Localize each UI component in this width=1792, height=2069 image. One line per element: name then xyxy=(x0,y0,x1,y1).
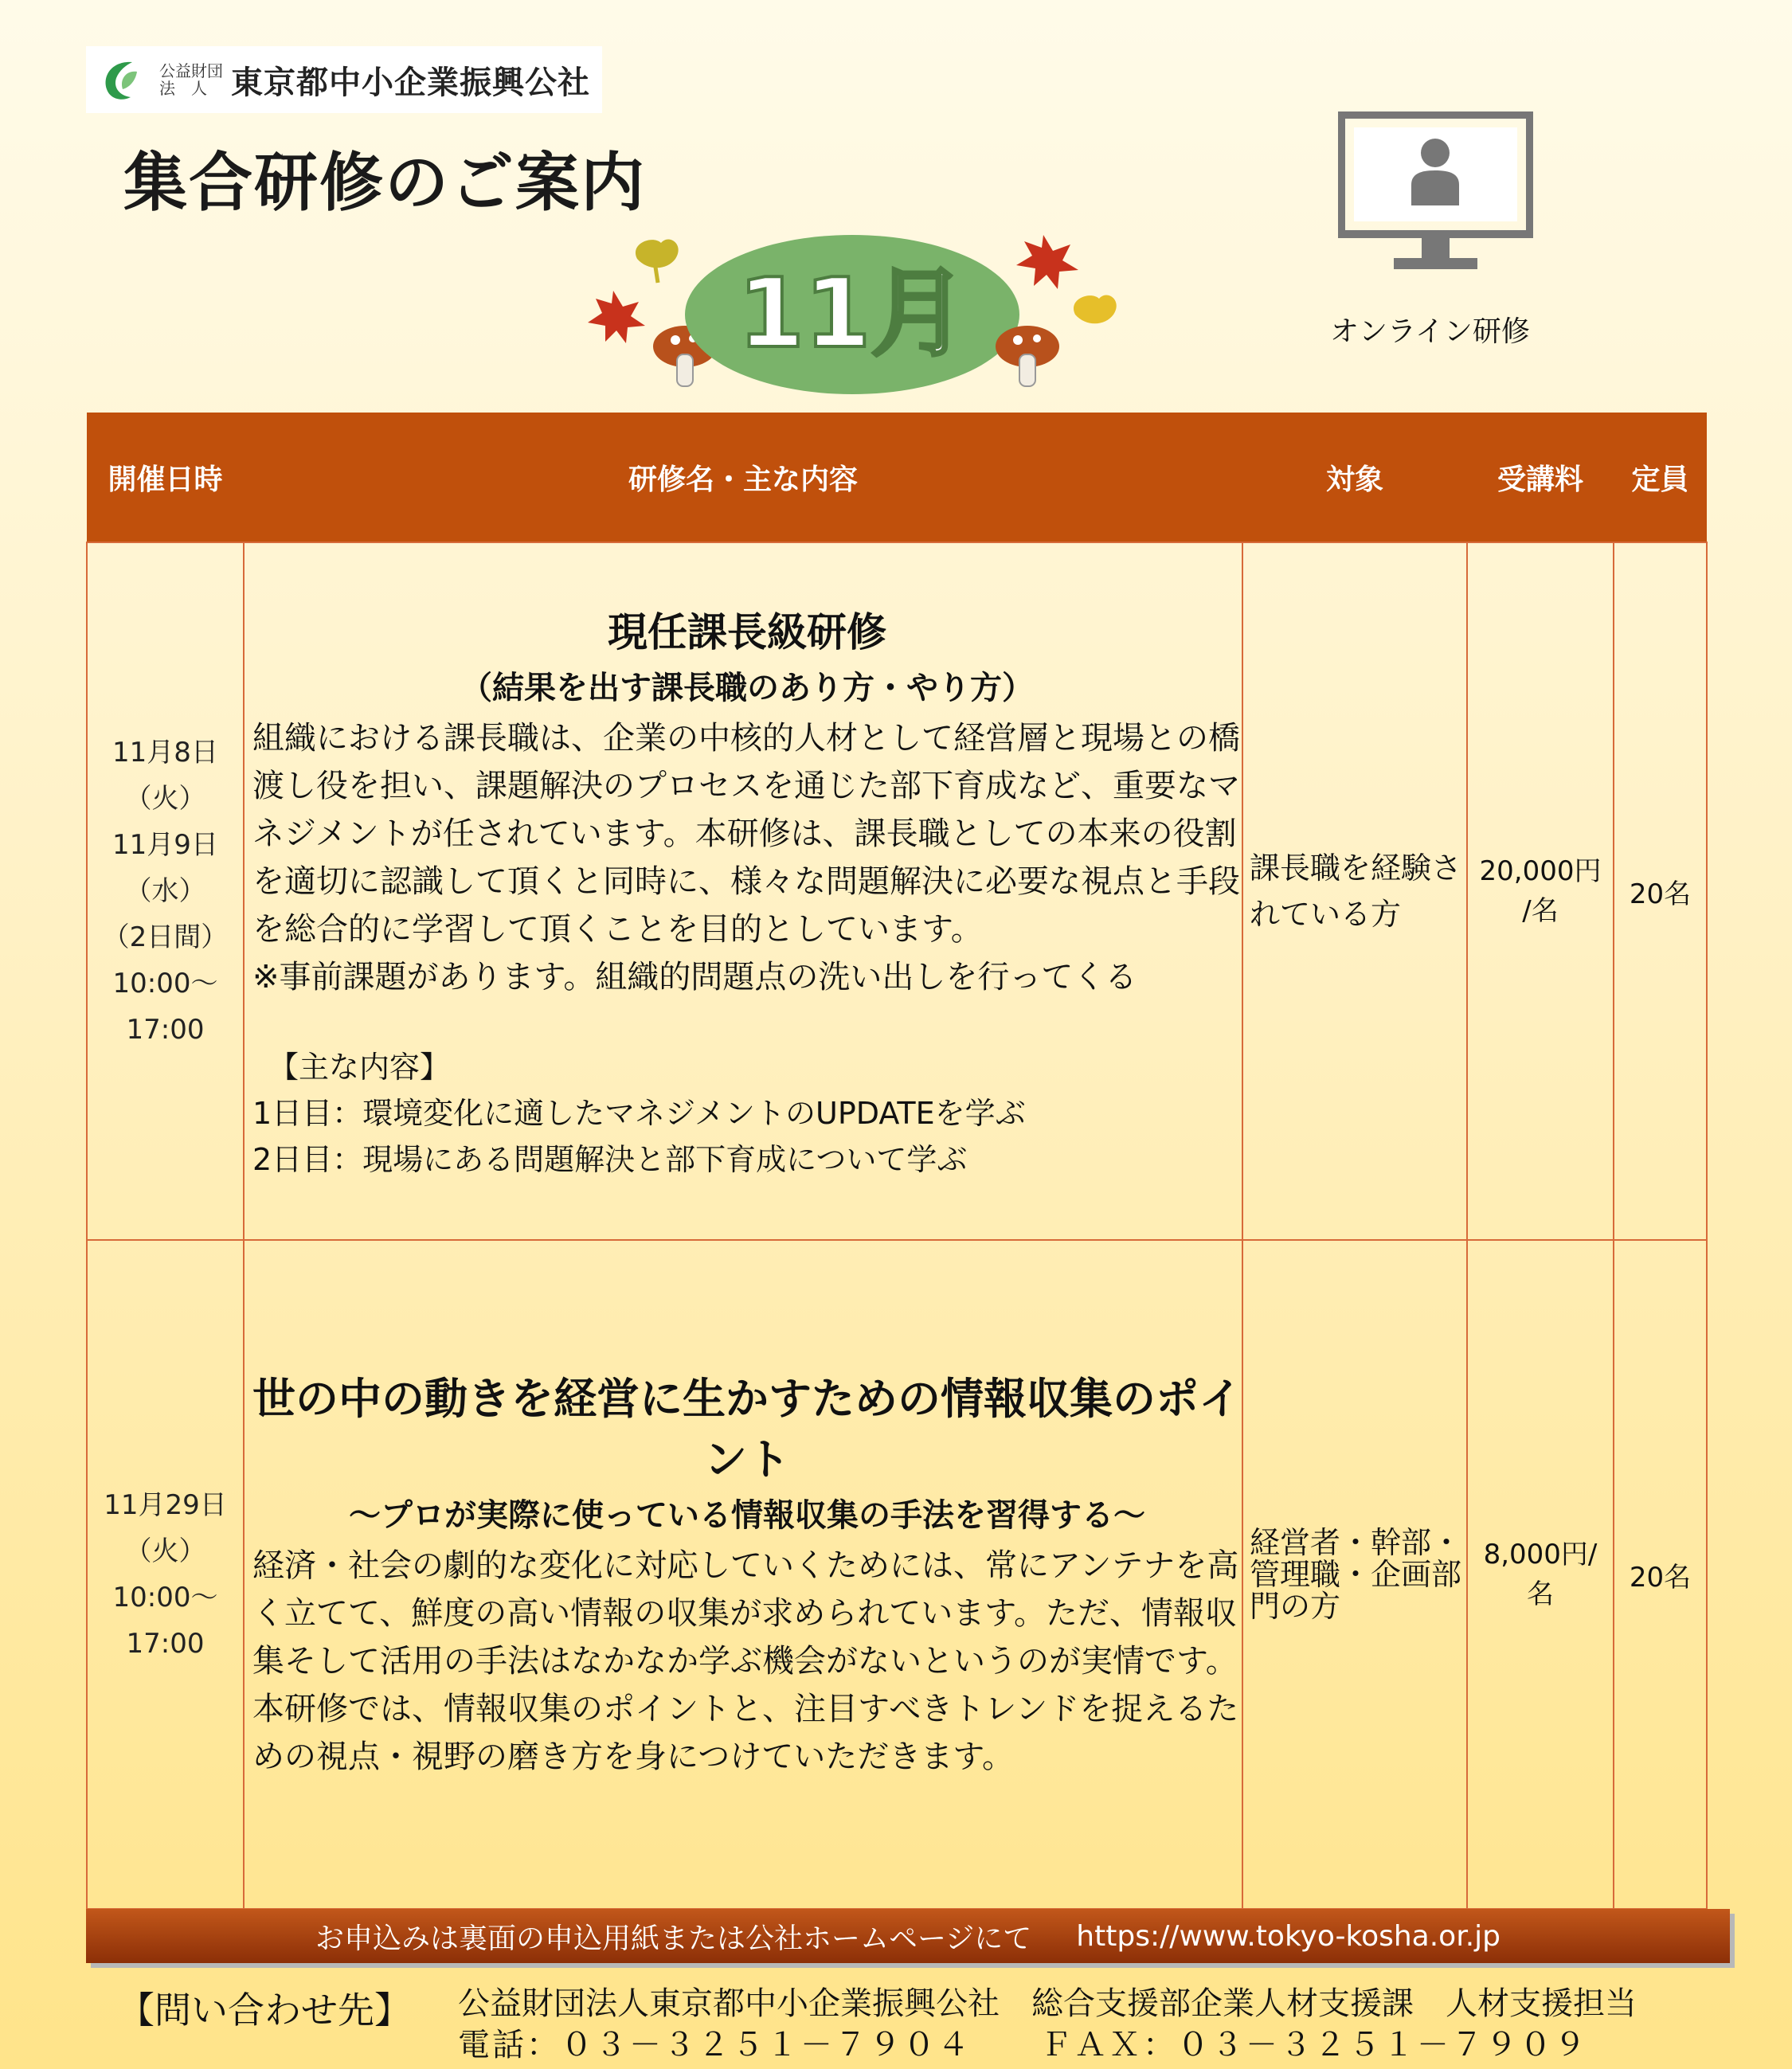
logo-small-bottom: 法 人 xyxy=(159,79,207,98)
contact-organization: 公益財団法人東京都中小企業振興公社 総合支援部企業人材支援課 人材支援担当 xyxy=(458,1985,1637,2022)
schedule-table xyxy=(86,413,1708,1910)
date-cell xyxy=(87,542,244,1240)
fee-unit: 名 xyxy=(1527,1578,1554,1610)
maple-leaf-icon xyxy=(588,291,645,343)
course-description: 経済・社会の劇的な変化に対応していくためには、常にアンテナを高く立てて、鮮度の高い情報の収集が求められています。ただ、情報収集そして活用の手法はなかなか学ぶ機会がないというのが実情です。本研修では、情報収集のポイントと、注目すべきトレンドを捉えるための視点・視野の磨き方を身につけていただきます。 xyxy=(252,1547,1239,1775)
online-label: オンライン研修 xyxy=(1330,315,1530,348)
course-cell xyxy=(244,1240,1242,1909)
fee-amount: 20,000円 xyxy=(1479,855,1602,887)
course-title: 世の中の動きを経営に生かすための情報収集のポイント xyxy=(252,1373,1242,1484)
logo-name: 東京都中小企業振興公社 xyxy=(231,64,590,101)
fee-unit: /名 xyxy=(1522,895,1559,927)
duration-text: （2日間） xyxy=(102,921,229,953)
logo-small-top: 公益財団 xyxy=(159,61,223,80)
weekday-text: （水） xyxy=(124,875,206,907)
table-row xyxy=(87,542,1707,1240)
logo-entity-type xyxy=(159,62,223,97)
header-date: 開催日時 xyxy=(87,413,244,542)
time-start: 10:00～ xyxy=(112,968,218,999)
time-start: 10:00～ xyxy=(112,1582,218,1613)
course-subtitle: （結果を出す課長職のあり方・やり方） xyxy=(460,669,1034,706)
leaf-logo-icon xyxy=(97,54,148,105)
contents-item: 1日目：環境変化に適したマネジメントのUPDATEを学ぶ xyxy=(252,1095,1026,1131)
contact-label: 【問い合わせ先】 xyxy=(118,1989,411,2032)
header-capacity: 定員 xyxy=(1614,413,1707,542)
target-cell: 課長職を経験されている方 xyxy=(1242,542,1467,1240)
header-fee: 受講料 xyxy=(1467,413,1614,542)
weekday-text: （火） xyxy=(124,783,206,815)
apply-text: お申込みは裏面の申込用紙または公社ホームページにて xyxy=(315,1922,1032,1955)
time-end: 17:00 xyxy=(126,1628,205,1660)
capacity-cell: 20名 xyxy=(1614,542,1707,1240)
contents-heading: 【主な内容】 xyxy=(268,1049,451,1085)
ginkgo-leaf-icon xyxy=(1074,295,1117,324)
fee-amount: 8,000円/ xyxy=(1483,1539,1598,1570)
time-end: 17:00 xyxy=(126,1014,205,1046)
month-badge-text: 11月 xyxy=(738,259,967,370)
table-row xyxy=(87,1240,1707,1909)
contact-phone-fax: 電話：０３－３２５１－７９０４ ＦＡＸ：０３－３２５１－７９０９ xyxy=(458,2027,1588,2063)
course-cell xyxy=(244,542,1242,1240)
page-title: 集合研修のご案内 xyxy=(123,146,646,220)
apply-banner xyxy=(86,1909,1730,1963)
date-cell xyxy=(87,1240,244,1909)
maple-leaf-icon xyxy=(1016,235,1078,289)
course-description: 組織における課長職は、企業の中核的人材として経営層と現場との橋渡し役を担い、課題解決のプロセスを通じた部下育成など、重要なマネジメントが任されています。本研修は、課長職としての本来の役割を適切に認識して頂くと同時に、様々な問題解決に必要な視点と手段を総合的に学習して頂くことを目的としています。 xyxy=(252,719,1240,948)
month-badge xyxy=(581,227,1123,402)
monitor-person-icon xyxy=(1338,111,1533,279)
fee-cell xyxy=(1467,542,1614,1240)
date-text: 11月9日 xyxy=(112,829,218,861)
fee-cell xyxy=(1467,1240,1614,1909)
course-subtitle: ～プロが実際に使っている情報収集の手法を習得する～ xyxy=(349,1496,1145,1534)
table-header-row xyxy=(87,413,1707,542)
ginkgo-leaf-icon xyxy=(636,240,679,283)
date-text: 11月29日 xyxy=(104,1489,227,1521)
capacity-cell: 20名 xyxy=(1614,1240,1707,1909)
target-cell: 経営者・幹部・管理職・企画部門の方 xyxy=(1242,1240,1467,1909)
mushroom-icon xyxy=(996,326,1059,386)
homepage-link[interactable]: https://www.tokyo-kosha.or.jp xyxy=(1076,1919,1501,1953)
course-title: 現任課長級研修 xyxy=(608,608,886,655)
course-note: ※事前課題があります。組織的問題点の洗い出しを行ってくる xyxy=(252,958,1137,995)
header-course: 研修名・主な内容 xyxy=(244,413,1242,542)
date-text: 11月8日 xyxy=(112,737,218,769)
contents-item: 2日目：現場にある問題解決と部下育成について学ぶ xyxy=(252,1141,968,1177)
header-target: 対象 xyxy=(1242,413,1467,542)
weekday-text: （火） xyxy=(124,1535,206,1567)
organization-logo xyxy=(86,46,602,113)
